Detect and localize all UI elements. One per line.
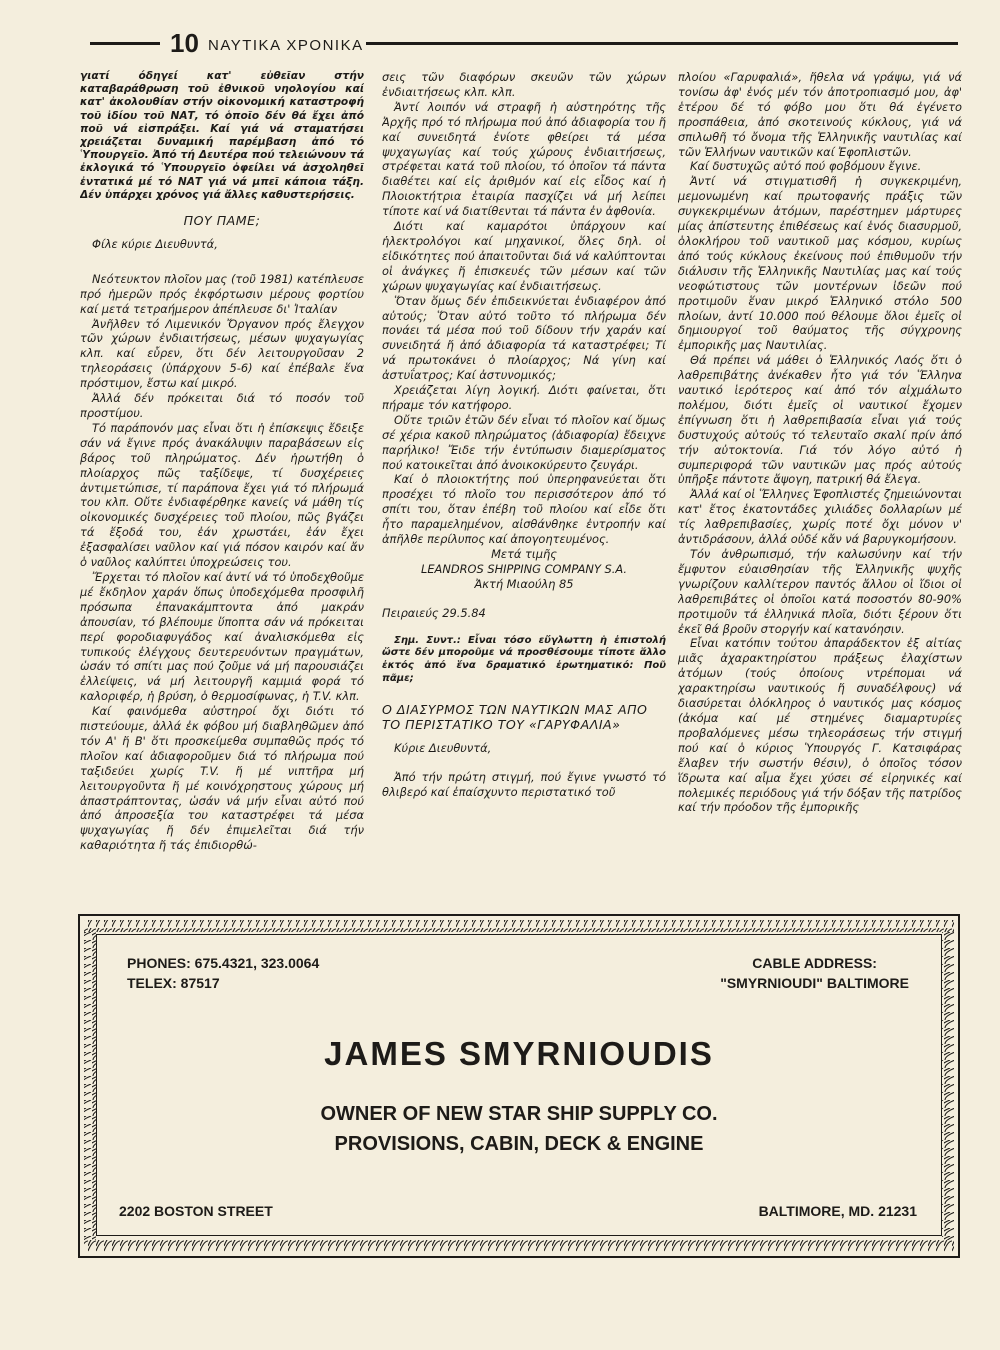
heading-pou-pame: ΠΟΥ ΠΑΜΕ; — [183, 213, 261, 229]
intro-paragraph: γιατί όδηγεί κατ' εὐθεῖαν στήν καταβαράθρωση τοῦ ἐθνικοῦ νηολογίου καί κατ' ἀκολουθίαν στήν οἰκονομική καταστροφή τοῦ ἰδίου τοῦ ΝΑΤ, τό ὁποῖο δέν θά ἔχει ἀπό ποῦ νά εἰσπράξει. Καί γιά νά σταματήσει χρειάζεται δυναμική παρέμβαση ἀπό τό Ὑπουργεῖο. Ἀπό τή Δευτέρα πού τελειώνουν τά ἐκλογικά τό Ὑπουργεῖο ὀφείλει νά ἀσχοληθεῖ ἐντατικά μέ τό ΝΑΤ γιά νά μπεῖ κάποια τάξη. Δέν ὑπάρχει χρόνος γιά ἄλλες καθυστερήσεις. — [80, 70, 364, 201]
paragraph: Ἀνῆλθεν τό Λιμενικόν Ὄργανον πρός ἔλεγχον τῶν χώρων ἐνδιαιτήσεως, μέσων ψυχαγωγίας κλπ. καί εὗρεν, ὅτι δέν λειτουργοῦσαν 2 τηλεοράσεις (ὑπάρχουν 5-6) καί ἐπέβαλε ἕνα πρόστιμον, ἔστω καί μικρό. — [80, 316, 364, 391]
header-rule-left — [90, 42, 160, 45]
signoff: Μετά τιμῆς — [491, 547, 557, 561]
ad-city: BALTIMORE, MD. 21231 — [758, 1203, 917, 1219]
salutation: Φίλε κύριε Διευθυντά, — [92, 236, 218, 251]
spacer — [382, 756, 666, 770]
article-columns — [80, 70, 962, 910]
paragraph: Ἀλλά καί οἱ Ἕλληνες Ἐφοπλιστές ζημειώνονται κατ' ἔτος ἑκατοντάδες χιλιάδες δολλαρίων μέ τίς λαθρεπιβασίες, χωρίς ποτέ ὄχι μόνον ν' ἀντιδράσουν, ἀλλά οὐδέ κἄν νά βαρυγκομήσουν. — [678, 487, 962, 547]
column-1 — [80, 70, 364, 910]
paragraph: Χρειάζεται λίγη λογική. Διότι φαίνεται, ὅτι πήραμε τόν κατήφορο. — [382, 383, 666, 412]
paragraph: Τόν ἀνθρωπισμό, τήν καλωσύνην καί τήν ἔμφυτον εὐαισθησίαν τῆς Ἑλληνικῆς ψυχῆς γνωρίζουν καλλίτερον παντός ἄλλου οἱ ἴδιοι οἱ λαθρεπιβάτες οἱ ὁποῖοι κατά ποσοστόν 80-90% προτιμοῦν τά ἑλληνικά πλοῖα, διότι ξέρουν ὅτι ἐκεῖ θά βροῦν στοργήν καί κατανόησιν. — [678, 547, 962, 636]
ad-business-name: JAMES SMYRNIOUDIS — [324, 1035, 714, 1072]
spacer — [80, 252, 364, 272]
page-header — [90, 28, 958, 62]
salutation: Κύριε Διευθυντά, — [394, 740, 492, 755]
company-address: Ἀκτή Μιαούλη 85 — [474, 576, 574, 591]
ad-cable-value: "SMYRNIOUDI" BALTIMORE — [720, 975, 909, 991]
paragraph: Ὅταν ὅμως δέν ἐπιδεικνύεται ἐνδιαφέρον ἀπό αὐτούς; Ὅταν αὐτό τοῦτο τό πλήρωμα δέν πονάει τά μέσα πού τοῦ δίδουν τήν χαράν καί συνειδητά ἤ ἀπό ἀδιαφορία τά καταστρέφει; Τί νά πρωτοκάνει ὁ πλοίαρχος; Νά γίνη καί ἀστυΐατρος; Καί ἀστυνομικός; — [382, 293, 666, 383]
spacer — [382, 621, 666, 635]
magazine-name: ΝΑΥΤΙΚΑ ΧΡΟΝΙΚΑ — [208, 37, 364, 54]
paragraph: Εἶναι κατόπιν τούτου ἀπαράδεκτον ἐξ αἰτίας μιᾶς ἀχαρακτηρίστου πράξεως ἐλαχίστων ἀτόμων (τούς ὁποίους ντρέπομαι νά χαρακτηρίσω ναυτικούς ἤ συναδέλφους) νά διασύρεται ὁλόκληρος ὁ ναυτικός μας κόσμος (ἀκόμα καί μέ στημένες διαμαρτυρίες προβαλόμενες μέσω τηλεοράσεως τήν στιγμή πού καί ὁ κύριος Ὑπουργός Γ. Κατσιφάρας ἔλαβεν τήν σωστήν θέσιν), ὁ ὁποῖος τόσον ἵδρωτα καί αἷμα ἔχει χύσει σέ εἰρηνικές καί πολεμικές περιόδους γιά τήν δόξαν τῆς πατρίδος καί τήν πρόοδον τῆς ἐμπορικῆς — [678, 636, 962, 815]
ad-owner-line: OWNER OF NEW STAR SHIP SUPPLY CO. — [320, 1103, 718, 1125]
page-number: 10 — [170, 28, 199, 58]
paragraph: πλοίου «Γαρυφαλιά», ἤθελα νά γράψω, γιά νά τονίσω ἀφ' ἑνός μέν τόν ἀποτροπιασμό μου, ἀφ' ἑτέρου δέ τό φόβο μου ὅτι θά ἐγένετο προσπάθεια, ἀπό σκοτεινούς κύκλους, γιά νά σπιλωθῆ τό ὄνομα τῆς Ἑλληνικῆς ναυτιλίας καί τῶν Ἑλλήνων ναυτικῶν καί Ἐφοπλιστῶν. — [678, 70, 962, 159]
place-date: Πειραιεύς 29.5.84 — [382, 605, 486, 620]
ad-description — [97, 1099, 941, 1159]
ad-services-line: PROVISIONS, CABIN, DECK & ENGINE — [334, 1133, 704, 1155]
editor-note: Σημ. Συντ.: Εἶναι τόσο εὔγλωττη ἡ ἐπιστολή ὥστε δέν μποροῦμε νά προσθέσουμε τίποτε ἄλλο ἐκτός ἀπό ἕνα δραματικό ἐρωτηματικό: Ποῦ πᾶμε; — [382, 634, 666, 685]
paragraph: Τό παράπονόν μας εἶναι ὅτι ἡ ἐπίσκεψις ἔδειξε σάν νά ἔγινε πρός ἀνακάλυψιν παραβάσεων εἰς βάρος τοῦ πληρώματος. Δέν ἠρωτήθη ὁ πλοίαρχος πῶς ταξίδεψε, τί δυσχέρειες ἀντιμετώπισε, τί παράπονα ἔχει γιά τό πλήρωμά του κλπ. Οὔτε ἐνδιαφέρθηκε κανείς νά μάθη τίς οἰκονομικές δυσχέρειες τοῦ πλοίου, πῶς βγάζει τά ἔξοδά του, ἐάν χρωστάει, ἐάν ἔχει ἐξασφαλίσει ναῦλον καί γιά πόσον καιρόν καί ἄν ὁ ναῦλος καλύπτει ὑποχρεώσεις του. — [80, 420, 364, 570]
paragraph: σεις τῶν διαφόρων σκευῶν τῶν χώρων ἐνδιαιτήσεως κλπ. κλπ. — [382, 70, 666, 99]
spacer — [382, 592, 666, 606]
paragraph: Καί ὁ πλοιοκτήτης πού ὑπερηφανεύεται ὅτι προσέχει τό πλοῖο του περισσότερον ἀπό τό σπίτι του, ὅταν ἐπέβη τοῦ πλοίου καί εἶδε ὅτι ἦτο παραμελημένον, αἰσθάνθηκε ἐντροπήν καί ἀπῆλθε περίλυπος καί ἀπογοητευμένος. — [382, 472, 666, 547]
ad-phones: PHONES: 675.4321, 323.0064 — [127, 955, 320, 971]
ad-street-address: 2202 BOSTON STREET — [119, 1203, 273, 1219]
paragraph: Ἀντί νά στιγματισθῆ ἡ συγκεκριμένη, μεμονωμένη καί πρωτοφανής πράξις τῶν συγκεκριμένων ἀτόμων, παρέστημεν μάρτυρες μίας ἀπίστευτης ἐπιθέσεως καί ἑνός διασυρμοῦ, ὁλοκλήρου τοῦ ναυτικοῦ μας κόσμου, κυρίως ἀπό τούς κύκλους ἐκείνους πού ἐπιθυμοῦν τήν διάλυσιν τῆς Ἑλληνικῆς Ναυτιλίας μας καί τούς νεοφώτιστους τῶν μοντέρνων ἰδεῶν πού προτιμοῦν ἕναν μικρό Ἑλληνικό στόλο 500 πλοίων, ἀντί 10.000 πού θέλουμε ὅλοι ἐμεῖς οἱ δημιουργοί τοῦ θαύματος τῆς σύγχρονης ἐμπορικῆς μας Ναυτιλίας. — [678, 174, 962, 353]
paragraph: Καί φαινόμεθα αὐστηροί ὄχι διότι τό πιστεύουμε, ἀλλά ἐκ φόβου μή διαβληθῶμεν ἀπό τόν Α' ἤ Β' ὅτι προσκείμεθα συμπαθῶς πρός τό πλοῖον καί ἀδιαφοροῦμεν διά τό πλήρωμα πού ταξιδεύει χωρίς T.V. ἤ μέ νιπτῆρα μή λειτουργοῦντα ἤ μέ κοινόχρηστους χώρους μή ἀπαστράπτοντας, ὡσάν νά μήν εἶναι αὐτό πού ἀπό ἀπροσεξία του καταστρέφει τά μέσα ψυχαγωγίας ἤ δέν ἐπιμελεῖται διά τήν καθαριότητα ἤ τάς ἐπιδιορθώ- — [80, 704, 364, 853]
paragraph: Διότι καί καμαρότοι ὑπάρχουν καί ἠλεκτρολόγοι καί μηχανικοί, ὅλες δηλ. οἱ εἰδικότητες πού ἀπαιτοῦνται διά νά καλύπτονται οἱ ἀνάγκες ἤ ἐπισκευές τῶν μέσων καί τῶν χώρων ψυχαγωγίας καί ἐνδιαιτήσεως. — [382, 219, 666, 293]
header-rule-right — [366, 42, 958, 45]
paragraph: Ἀπό τήν πρώτη στιγμή, πού ἔγινε γνωστό τό θλιβερό καί ἐπαίσχυντο περιστατικό τοῦ — [382, 769, 666, 799]
ad-cable-label: CABLE ADDRESS: — [752, 955, 877, 971]
paragraph: Θά πρέπει νά μάθει ὁ Ἑλληνικός Λαός ὅτι ὁ λαθρεπιβάτης ἀνέκαθεν ἦτο γιά τόν Ἕλληνα ναυτικό ἱερότερος καί ἀπό τόν αἰχμάλωτο πολέμου, διότι ἐμεῖς οἱ ναυτικοί ἔχομεν ἐπίγνωση ὅτι ἡ λαθρεπιβασία εἶναι γιά τούς δυστυχούς αὐτούς τό τελευταῖο σκαλί πρίν ἀπό τήν αὐτοκτονία. Γιά τόν λόγο αὐτό ἡ συμπεριφορά τῶν ναυτικῶν μας πρός αὐτούς ὑπῆρξε πάντοτε ἄψογη, πατρική θά ἔλεγα. — [678, 353, 962, 487]
company-name: LEANDROS SHIPPING COMPANY S.A. — [421, 561, 627, 576]
paragraph: Καί δυστυχῶς αὐτό πού φοβόμουν ἔγινε. — [690, 159, 922, 174]
paragraph: Ἀλλά δέν πρόκειται διά τό ποσόν τοῦ προστίμου. — [80, 391, 364, 420]
ad-contact-left — [127, 953, 319, 993]
ad-contact-right — [720, 953, 909, 993]
paragraph: Οὔτε τριῶν ἐτῶν δέν εἶναι τό πλοῖον καί ὅμως σέ χέρια κακοῦ πληρώματος (ἀδιαφορία) ἔδειχνε παρήλικο! Ἔιδε τήν ἐντύπωσιν διαμερίσματος πού κατοικεῖται ἀπό ἀνοικοκύρευτο ζευγάρι. — [382, 412, 666, 472]
advertisement — [96, 934, 942, 1236]
ad-telex: TELEX: 87517 — [127, 975, 220, 991]
paragraph: Ἀντί λοιπόν νά στραφῆ ἡ αὐστηρότης τῆς Ἀρχῆς πρό τό πλήρωμα πού ἀπό ἀδιαφορία του ἤ καί συνειδητά ἐνίοτε φθείρει τά μέσα ψυχαγωγίας καί τούς χώρους ἐνδιαιτήσεως, στρέφεται κατά τοῦ πλοίου, τό ὁποῖον τά πάντα διαθέτει καί εἰς ἀριθμόν καί εἰς εἶδος καί ἡ Πλοιοκτήτρια ἑταιρία πασχίζει νά μή λείπει τίποτε καί νά διατίθενται τά πάντα ἐν ἀφθονία. — [382, 99, 666, 219]
paragraph: Ἔρχεται τό πλοῖον καί ἀντί νά τό ὑποδεχθοῦμε μέ ἔκδηλον χαράν ὅπως ὑποδεχόμεθα προσφιλῆ πρόσωπα ἐπανακάμπτοντα ἀπό μακράν ἀπουσίαν, τό βλέπουμε ὕποπτα σάν νά πρόκειται περί φοροδιαφυγάδος καί ἀναλισκόμεθα εἰς τυπικούς ἐλέγχους δευτερευόντων πραγμάτων, ὡσάν τό σπίτι μας πού ζοῦμε νά μή παρουσιάζει ἐλλείψεις, νά μή λειτουργῆ καμμιά φορά τό καλοριφέρ, ἡ βρύση, ὁ θερμοσίφωνας, ἡ T.V. κλπ. — [80, 569, 364, 704]
column-2 — [382, 70, 666, 910]
column-3 — [678, 70, 962, 910]
heading-diasyrmos: Ο ΔΙΑΣΥΡΜΟΣ ΤΩΝ ΝΑΥΤΙΚΩΝ ΜΑΣ ΑΠΟ ΤΟ ΠΕΡΙΣΤΑΤΙΚΟ ΤΟΥ «ΓΑΡΥΦΑΛΙΑ» — [382, 701, 648, 733]
paragraph: Νεότευκτον πλοῖον μας (τοῦ 1981) κατέπλευσε πρό ἡμερῶν πρός ἐκφόρτωσιν μέρους φορτίου καί μετά τετραήμερον ἀπέπλευσε δι' Ἰταλίαν — [80, 271, 364, 316]
